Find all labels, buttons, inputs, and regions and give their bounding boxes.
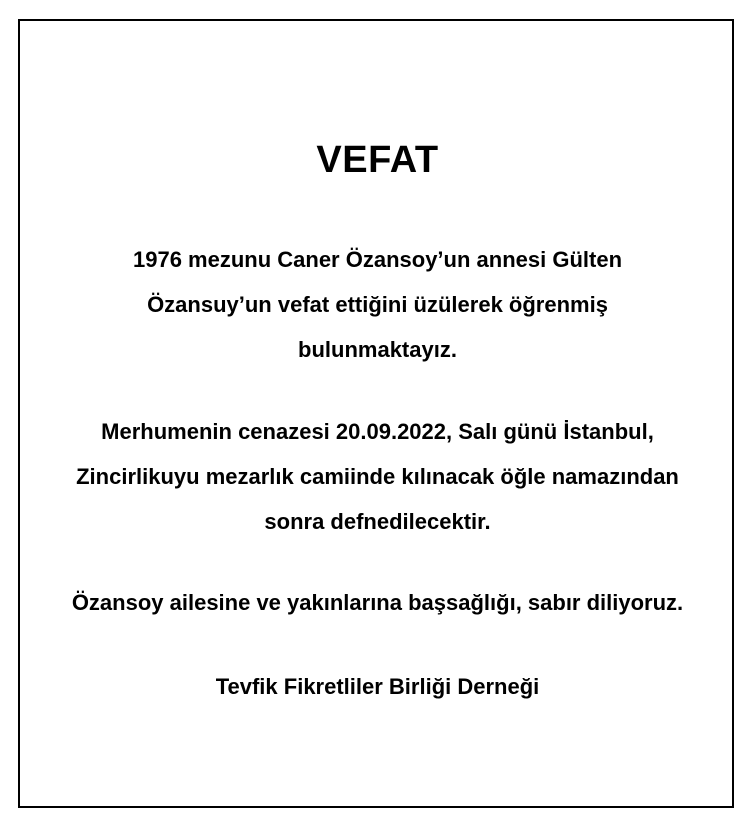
funeral-details-paragraph bbox=[0, 409, 755, 544]
announcement-line-2: Özansuy’un vefat ettiğini üzülerek öğrenmiş bbox=[147, 292, 608, 317]
funeral-line-3: sonra defnedilecektir. bbox=[264, 509, 491, 534]
funeral-line-2: Zincirlikuyu mezarlık camiinde kılınacak öğle namazından bbox=[76, 464, 679, 489]
announcement-line-3: bulunmaktayız. bbox=[298, 337, 457, 362]
notice-title: VEFAT bbox=[316, 139, 439, 181]
announcement-paragraph bbox=[0, 237, 755, 372]
funeral-line-1: Merhumenin cenazesi 20.09.2022, Salı günü İstanbul, bbox=[101, 419, 654, 444]
condolence-text bbox=[0, 580, 755, 625]
announcement-line-1: 1976 mezunu Caner Özansoy’un annesi Gülten bbox=[132, 247, 623, 272]
condolence-line: Özansoy ailesine ve yakınlarına başsağlığı, sabır diliyoruz. bbox=[71, 590, 684, 615]
signature-line: Tevfik Fikretliler Birliği Derneği bbox=[215, 674, 540, 699]
signature bbox=[0, 664, 755, 709]
